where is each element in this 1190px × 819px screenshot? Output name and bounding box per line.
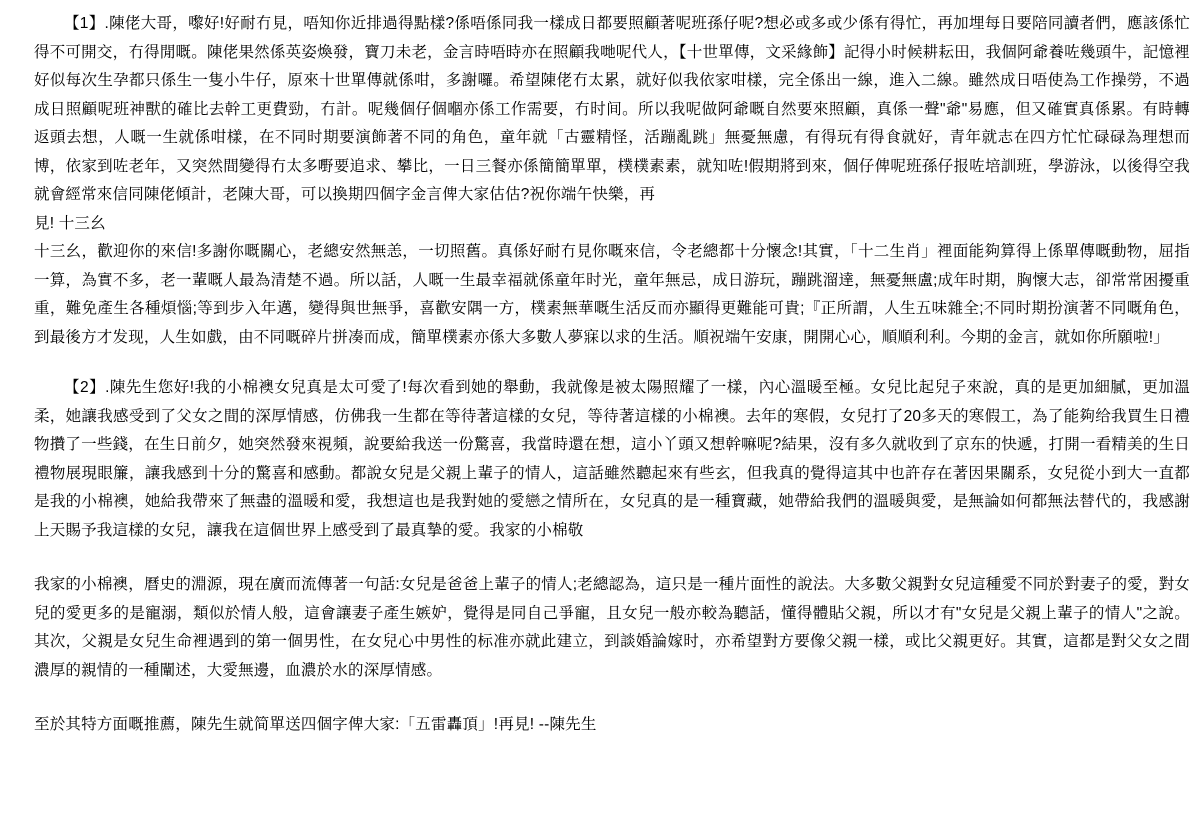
letter-1-body: 【1】.陳佬大哥，嚟好!好耐冇見，唔知你近排過得點樣?係唔係同我一樣成日都要照顧著呢班孫仔呢?想必或多或少係有得忙，再加埋每日要陪同讀者們，應該係忙得不可開交，冇得閒嘅。陳佬果然係英姿煥發，寶刀未老，金言時唔時亦在照顧我哋呢代人，【十世單傳，文采緣飾】記得小时候耕耘田，我個阿爺養咗幾頭牛，記憶裡好似每次生孕都只係生一隻小牛仔，原來十世單傳就係咁，多謝囉。希望陳佬冇太累，就好似我依家咁樣，完全係出一線，進入二線。雖然成日唔使為工作操勞，不過成日照顧呢班神獸的確比去幹工更費勁，冇計。呢幾個仔個嗰亦係工作需要，冇时间。所以我呢做阿爺嘅自然要來照顧，真係一聲"爺"易應，但又確實真係累。有時轉返頭去想，人嘅一生就係咁樣，在不同时期要演飾著不同的角色，童年就「古靈精怪，活蹦亂跳」無憂無慮，有得玩有得食就好，青年就志在四方忙忙碌碌為理想而博，依家到咗老年，又突然間變得冇太多嘢要追求、攀比，一日三餐亦係簡簡單單，樸樸素素，就知咗!假期將到來，個仔俾呢班孫仔报咗培訓班，學游泳，以後得空我就會經常來信同陳佬傾計，老陳大哥，可以換期四個字金言俾大家估估?祝你端午快樂，再	[34, 15, 1190, 203]
letter-column	[0, 10, 1190, 740]
letter-2-reply: 我家的小棉襖，曆史的淵源，現在廣而流傳著一句話:女兒是爸爸上輩子的情人;老總認為，這只是一種片面性的說法。大多數父親對女兒這種愛不同於對妻子的愛，對女兒的愛更多的是寵溺，類似於情人般，這會讓妻子產生嫉妒，覺得是同自己爭寵，且女兒一般亦較為聽話，懂得體貼父親，所以才有"女兒是父親上輩子的情人"之說。其次，父親是女兒生命裡遇到的第一個男性，在女兒心中男性的标准亦就此建立，到談婚論嫁时，亦希望對方要像父親一樣，或比父親更好。其實，這都是對父女之間濃厚的親情的一種闡述，大愛無邊，血濃於水的深厚情感。	[34, 576, 1190, 679]
letter-1-signoff: 見! 十三幺	[34, 214, 106, 232]
letter-1-reply: 十三幺，歡迎你的來信!多謝你嘅關心，老總安然無恙，一切照舊。真係好耐冇見你嘅來信，令老總都十分懷念!其實，「十二生肖」裡面能夠算得上係單傳嘅動物，屈指一算，為實不多，老一輩嘅人最為清楚不過。所以話，人嘅一生最幸福就係童年时光，童年無忌，成日游玩，蹦跳溜達，無憂無盧;成年时期，胸懷大志，卻常常困擾重重，難免產生各種煩惱;等到步入年邁，變得與世無爭，喜歡安隅一方，樸素無華嘅生活反而亦顯得更難能可貴;『正所謂，人生五味雜全;不同时期扮演著不同嘅角色，到最後方才发现，人生如戲，由不同嘅碎片拼凑而成，簡單樸素亦係大多數人夢寐以求的生活。順祝端午安康，開開心心，順順利利。今期的金言，就如你所願啦!」	[34, 243, 1190, 346]
letter-2-closing: 至於其特方面嘅推薦，陳先生就简單送四個字俾大家:「五雷轟頂」!再見! --陳先生	[34, 716, 597, 733]
letter-2-body: 【2】.陳先生您好!我的小棉襖女兒真是太可愛了!每次看到她的舉動，我就像是被太陽照耀了一樣，內心溫暖至極。女兒比起兒子來說，真的是更加細膩，更加溫柔，她讓我感受到了父女之間的深厚情感，仿佛我一生都在等待著這樣的女兒，等待著這樣的小棉襖。去年的寒假，女兒打了20多天的寒假工，為了能夠给我買生日禮物攢了一些錢，在生日前夕，她突然發來視頻，說要給我送一份驚喜，我當時還在想，這小丫頭又想幹嘛呢?結果，沒有多久就收到了京东的快遞，打開一看精美的生日禮物展現眼簾，讓我感到十分的驚喜和感動。都說女兒是父親上輩子的情人，這話雖然聽起來有些玄，但我真的覺得這其中也許存在著因果關系，女兒從小到大一直都是我的小棉襖，她給我帶來了無盡的溫暖和愛，我想這也是我對她的愛戀之情所在，女兒真的是一種寶藏，她帶給我們的溫暖與愛，是無論如何都無法替代的，我感謝上天賜予我這樣的女兒，讓我在這個世界上感受到了最真摯的愛。我家的小棉敬	[34, 379, 1190, 539]
spacer-2	[0, 545, 1190, 571]
spacer-1	[0, 352, 1190, 374]
spacer-3	[0, 685, 1190, 711]
